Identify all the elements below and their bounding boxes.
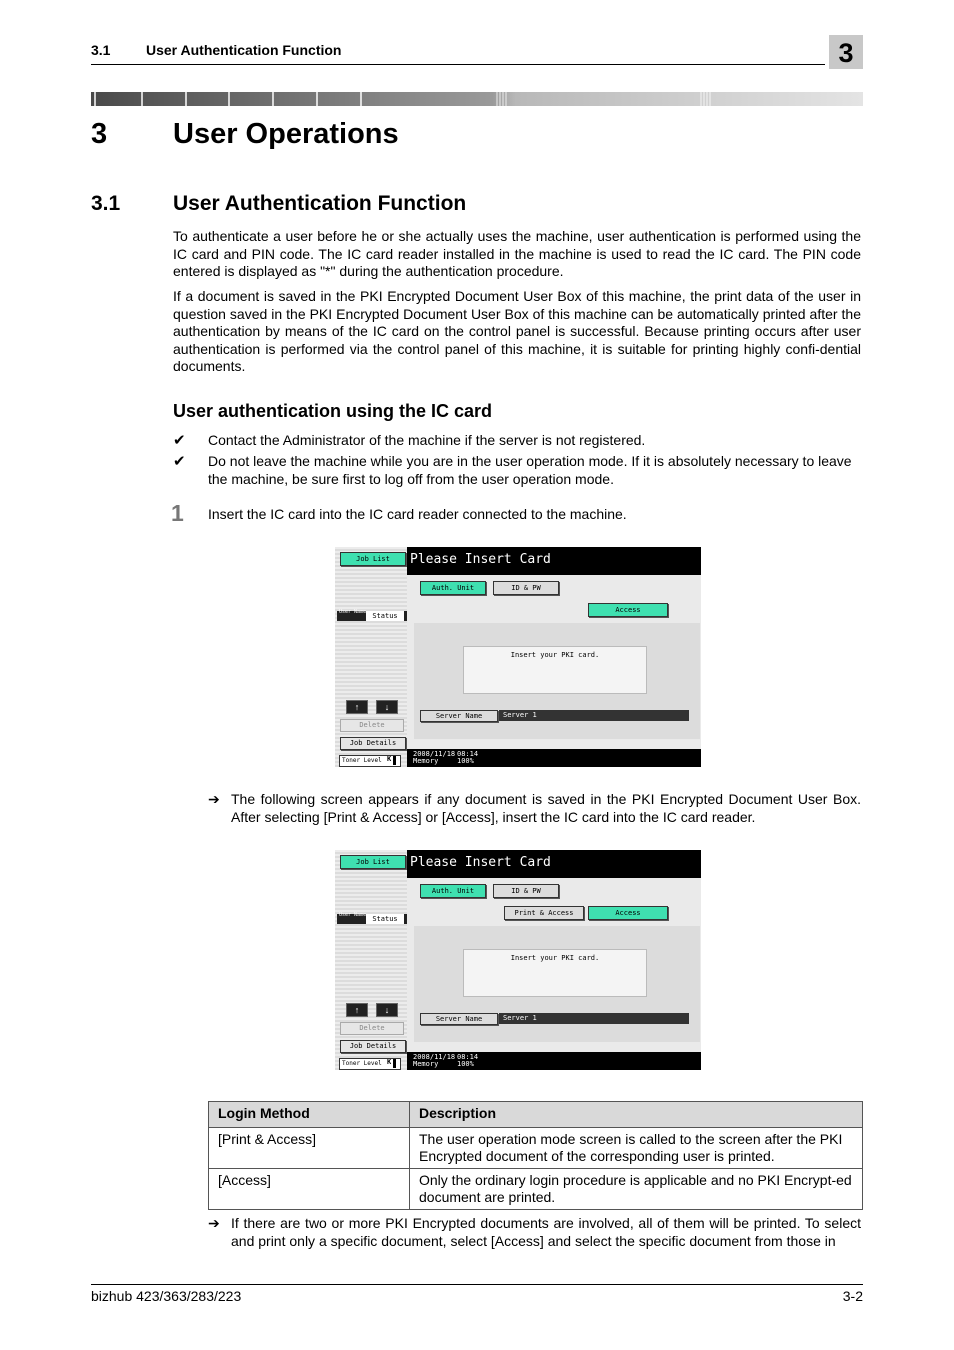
access-button[interactable]: Access bbox=[588, 906, 668, 920]
down-arrow-icon[interactable]: ↓ bbox=[376, 700, 398, 714]
date-memory bbox=[413, 751, 455, 765]
column-header: Login Method bbox=[209, 1102, 410, 1128]
time-text: 08:14 bbox=[457, 750, 479, 758]
arrow-icon: ➔ bbox=[208, 1215, 220, 1231]
job-list-button[interactable]: Job List bbox=[340, 552, 406, 566]
down-arrow-icon[interactable]: ↓ bbox=[376, 1003, 398, 1017]
delete-button[interactable]: Delete bbox=[340, 719, 404, 732]
toner-level: Toner Level bbox=[339, 1058, 401, 1070]
header-rule bbox=[91, 64, 825, 65]
job-details-button[interactable]: Job Details bbox=[340, 737, 406, 750]
step-number: 1 bbox=[171, 500, 184, 526]
section-number: 3.1 bbox=[91, 192, 121, 215]
table-header-row bbox=[209, 1102, 863, 1128]
message-box bbox=[463, 949, 647, 997]
panel-screenshot-print-access bbox=[335, 850, 701, 1070]
server-value: Server 1 bbox=[503, 711, 537, 719]
memory-percent: 100% bbox=[457, 757, 474, 765]
chapter-number: 3 bbox=[91, 118, 108, 150]
toner-bar bbox=[393, 1059, 396, 1068]
screen-title: Please Insert Card bbox=[410, 855, 551, 870]
auth-unit-button[interactable]: Auth. Unit bbox=[420, 581, 486, 595]
check-text: Contact the Administrator of the machine if the server is not registered. bbox=[208, 432, 646, 448]
job-details-button[interactable]: Job Details bbox=[340, 1040, 406, 1053]
left-pane bbox=[335, 547, 407, 767]
access-button[interactable]: Access bbox=[588, 603, 668, 617]
id-pw-button[interactable]: ID & PW bbox=[493, 884, 559, 898]
left-pane bbox=[335, 850, 407, 1070]
message-box bbox=[463, 646, 647, 694]
table-row bbox=[209, 1128, 863, 1169]
chapter-title: User Operations bbox=[173, 118, 399, 150]
note-text: The following screen appears if any document is saved in the PKI Encrypted Document User Box. After selecting [Print & Access] or [Access], insert the IC card into the IC card reader. bbox=[231, 791, 861, 825]
memory-percent: 100% bbox=[457, 1060, 474, 1068]
subsection-title: User authentication using the IC card bbox=[173, 401, 493, 421]
server-name-button[interactable]: Server Name bbox=[420, 710, 498, 722]
footer-page-number: 3-2 bbox=[842, 1288, 863, 1304]
job-list-button[interactable]: Job List bbox=[340, 855, 406, 869]
note-text: If there are two or more PKI Encrypted documents are involved, all of them will be printed. To select and print only a specific document, select [Access] and select the specific document from those in bbox=[231, 1215, 861, 1249]
date-text: 2008/11/18 bbox=[413, 750, 456, 758]
table-cell: The user operation mode screen is called to the screen after the PKI Encrypted document of the corresponding user is printed. bbox=[410, 1128, 863, 1169]
toner-k-label: K bbox=[387, 755, 392, 763]
user-name-label: User Name bbox=[339, 912, 367, 918]
toner-bar bbox=[393, 756, 396, 765]
chapter-tab: 3 bbox=[829, 35, 863, 69]
print-access-button[interactable]: Print & Access bbox=[504, 906, 584, 920]
login-method-table bbox=[208, 1101, 863, 1210]
delete-button[interactable]: Delete bbox=[340, 1022, 404, 1035]
time-memory bbox=[457, 1054, 478, 1068]
up-arrow-icon[interactable]: ↑ bbox=[346, 1003, 368, 1017]
screen-title: Please Insert Card bbox=[410, 552, 551, 567]
status-label: Status bbox=[366, 611, 404, 621]
server-value: Server 1 bbox=[503, 1014, 537, 1022]
footer-model: bizhub 423/363/283/223 bbox=[91, 1288, 242, 1304]
server-name-button[interactable]: Server Name bbox=[420, 1013, 498, 1025]
id-pw-button[interactable]: ID & PW bbox=[493, 581, 559, 595]
table-cell: Only the ordinary login procedure is applicable and no PKI Encrypt-ed document are printed. bbox=[410, 1169, 863, 1210]
section-title: User Authentication Function bbox=[173, 192, 467, 215]
checkmark-icon: ✔ bbox=[173, 432, 186, 449]
panel-screenshot-insert-card bbox=[335, 547, 701, 767]
toner-k-label: K bbox=[387, 1058, 392, 1066]
time-memory bbox=[457, 751, 478, 765]
auth-unit-button[interactable]: Auth. Unit bbox=[420, 884, 486, 898]
step-text: Insert the IC card into the IC card reader connected to the machine. bbox=[208, 506, 627, 522]
decorative-band bbox=[91, 92, 863, 106]
footer-rule bbox=[91, 1284, 863, 1285]
column-header: Description bbox=[410, 1102, 863, 1128]
intro-paragraph: To authenticate a user before he or she actually uses the machine, user authentication is performed using the IC card and PIN code. The IC card reader installed in the machine is used to read the IC card. The PIN code entered is displayed as "*" during the authentication procedure. bbox=[173, 228, 861, 279]
memory-label: Memory bbox=[413, 757, 439, 765]
date-text: 2008/11/18 bbox=[413, 1053, 456, 1061]
memory-label: Memory bbox=[413, 1060, 439, 1068]
date-memory bbox=[413, 1054, 455, 1068]
insert-card-message: Insert your PKI card. bbox=[510, 954, 600, 962]
checkmark-icon: ✔ bbox=[173, 453, 186, 470]
header-section-number: 3.1 bbox=[91, 42, 111, 58]
user-name-label: User Name bbox=[339, 609, 367, 615]
table-row bbox=[209, 1169, 863, 1210]
table-cell: [Print & Access] bbox=[209, 1128, 410, 1169]
check-text: Do not leave the machine while you are in the user operation mode. If it is absolutely necessary to leave the machine, be sure first to log off from the user operation mode. bbox=[208, 453, 852, 487]
status-label: Status bbox=[366, 914, 404, 924]
table-cell: [Access] bbox=[209, 1169, 410, 1210]
toner-level: Toner Level bbox=[339, 755, 401, 767]
insert-card-message: Insert your PKI card. bbox=[510, 651, 600, 659]
pki-paragraph: If a document is saved in the PKI Encrypted Document User Box of this machine, the print data of the user in question saved in the PKI Encrypted Document User Box of this machine can be automatically printed after the authentication by means of the IC card on the control panel is successful. Because printing occurs after user authentication is performed via the control panel of this machine, it is suitable for printing highly confi-dential documents. bbox=[173, 288, 861, 374]
up-arrow-icon[interactable]: ↑ bbox=[346, 700, 368, 714]
time-text: 08:14 bbox=[457, 1053, 479, 1061]
header-section-title: User Authentication Function bbox=[146, 42, 342, 58]
arrow-icon: ➔ bbox=[208, 791, 220, 807]
